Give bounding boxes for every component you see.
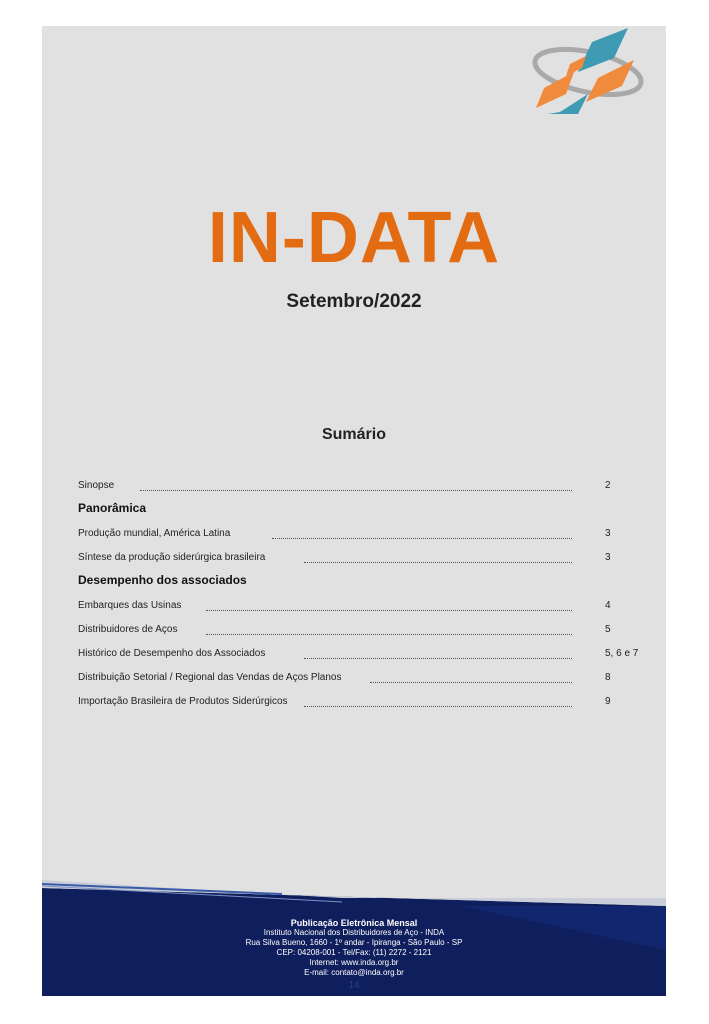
toc-entry-page: 2: [605, 480, 611, 491]
toc-entry-label: Distribuidores de Aços: [78, 624, 178, 635]
toc-leader: [370, 682, 572, 683]
cover-page: [42, 26, 666, 996]
toc-entry-label: Importação Brasileira de Produtos Siderúrgicos: [78, 696, 288, 707]
toc-entry-page: 8: [605, 672, 611, 683]
toc-entry-distribuicao-setorial[interactable]: [78, 672, 653, 688]
toc-leader: [206, 610, 572, 611]
toc-leader: [206, 634, 572, 635]
toc-leader: [304, 562, 572, 563]
toc-entry-distribuidores[interactable]: [78, 624, 653, 640]
footer-info: [42, 918, 666, 978]
toc-entry-page: 3: [605, 528, 611, 539]
toc-leader: [140, 490, 572, 491]
toc-leader: [272, 538, 572, 539]
footer-email[interactable]: E-mail: contato@inda.org.br: [304, 968, 404, 977]
toc-entry-page: 5: [605, 624, 611, 635]
footer-publication: Publicação Eletrônica Mensal: [290, 918, 418, 928]
toc-entry-label: Histórico de Desempenho dos Associados: [78, 648, 266, 659]
toc-entry-embarques[interactable]: [78, 600, 653, 616]
toc-entry-sintese[interactable]: [78, 552, 653, 568]
toc-entry-page: 3: [605, 552, 611, 563]
footer-internet[interactable]: Internet: www.inda.org.br: [309, 958, 399, 967]
toc-entry-label: Produção mundial, América Latina: [78, 528, 231, 539]
footer-institute: Instituto Nacional dos Distribuidores de Aço - INDA: [263, 928, 445, 937]
toc-entry-page: 9: [605, 696, 611, 707]
edition-date: Setembro/2022: [286, 291, 422, 312]
toc-section-panoramica: Panorâmica: [78, 501, 147, 515]
toc-entry-label: Síntese da produção siderúrgica brasileira: [78, 552, 266, 563]
footer-cep: CEP: 04208-001 - Tel/Fax: (11) 2272 - 2121: [276, 948, 432, 957]
toc-entry-historico[interactable]: [78, 648, 653, 664]
toc-entry-importacao[interactable]: [78, 696, 653, 712]
toc-entry-label: Sinopse: [78, 480, 115, 491]
toc-leader: [304, 658, 572, 659]
document-title: IN-DATA: [207, 198, 501, 278]
toc-entry-sinopse[interactable]: [78, 480, 653, 496]
toc-leader: [304, 706, 572, 707]
toc-entry-page: 4: [605, 600, 611, 611]
toc-heading: Sumário: [321, 426, 386, 443]
toc-entry-label: Distribuição Setorial / Regional das Vendas de Aços Planos: [78, 672, 342, 683]
page-number: 14: [348, 980, 360, 991]
inda-logo-icon: [530, 28, 648, 114]
footer-address: Rua Silva Bueno, 1660 - 1º andar - Ipiranga - São Paulo - SP: [245, 938, 463, 947]
toc-entry-producao-mundial[interactable]: [78, 528, 653, 544]
toc-section-desempenho: Desempenho dos associados: [78, 573, 247, 587]
toc-entry-label: Embarques das Usinas: [78, 600, 182, 611]
toc-entry-page: 5, 6 e 7: [605, 648, 639, 659]
